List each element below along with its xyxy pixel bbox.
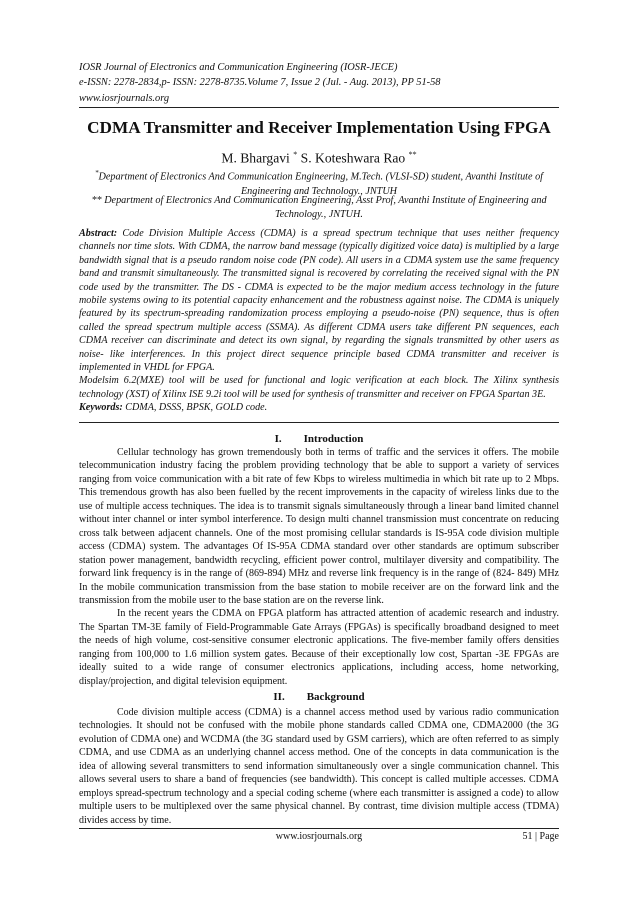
- abstract-divider: [79, 422, 559, 423]
- journal-name: IOSR Journal of Electronics and Communication Engineering (IOSR-JECE): [79, 62, 398, 73]
- footer-divider: [79, 828, 559, 829]
- keywords-label: Keywords:: [79, 402, 123, 414]
- section-heading-introduction: [79, 432, 559, 446]
- section-number: II.: [273, 691, 285, 703]
- abstract-label: Abstract:: [79, 228, 118, 239]
- journal-issn: e-ISSN: 2278-2834,p- ISSN: 2278-8735.Volume 7, Issue 2 (Jul. - Aug. 2013), PP 51-58: [79, 77, 441, 89]
- affiliation-2: ** Department of Electronics And Communication Engineering, Asst Prof, Avanthi Institute of Engineering and Technology., JNTUH.: [91, 195, 547, 221]
- journal-header: [79, 60, 579, 106]
- section-title: Background: [306, 691, 365, 703]
- header-divider: [79, 107, 559, 108]
- author-name: S. Koteshwara Rao: [300, 150, 406, 166]
- paragraph: Cellular technology has grown tremendously both in terms of traffic and the services it offers. The mobile telecommunication industry facing the problem providing technology that be able to support a variety of services ranging from voice communication with a bit rate of few Kbps to wireless multimedia in which bit rate up to 2 Mbps. This tremendous growth has also been fuelled by the recent improvements in the capacity of wireless links due to the use of multiple access techniques. The idea is to transmit signals simultaneously through a linear band limited channel without inter channel or inter symbol interference. To design multi channel transmission must concentrate on reducing cross talk between adjacent channels. One of the most promising cellular standards is IS-95A code division multiple access (CDMA) system. The advantages Of IS-95A CDMA standard over other standards are optimum subscriber station power management, bandwidth recycling, efficient power control, multilayer diversity and compatibility. The forward link frequency is in the range of (869-894) MHz and reverse link frequency is in the range of (824- 849) MHz In the mobile communication transmission from the base station to mobile receiver are on the forward link and the transmission from the mobile user to the base station are on the reverse link.: [79, 447, 559, 606]
- paper-title: CDMA Transmitter and Receiver Implementation Using FPGA: [87, 118, 551, 137]
- abstract-text: Code Division Multiple Access (CDMA) is a spread spectrum technique that uses neither frequency channels nor time slots. With CDMA, the narrow band message (typically digitized voice data) is multiplied by a large bandwidth signal that is a pseudo random noise code (PN code). All users in a CDMA system use the same frequency band and transmit simultaneously. The transmitted signal is recovered by correlating the received signal with the PN code used by the transmitter. The DS - CDMA is expected to be the major medium access technology in the future mobile systems owing to its potential capacity enhancement and the robustness against noise. The CDMA is uniquely featured by its spectrum-spreading randomization process employing a pseudo-noise (PN) sequence, thus is often called the spread spectrum multiple access (SSMA). As different CDMA users take different PN sequences, each CDMA receiver can discriminate and detect its own signal, by regarding the signals transmitted by other users as noise- like interferences. In this project direct sequence principle based CDMA transmitter and receiver is implemented in VHDL for FPGA.: [79, 228, 559, 374]
- page-number: 51 | Page: [522, 831, 559, 842]
- journal-url: www.iosrjournals.org: [79, 92, 170, 104]
- keywords-text: CDMA, DSSS, BPSK, GOLD code.: [125, 402, 268, 414]
- author-mark: **: [408, 150, 417, 159]
- abstract-block: [79, 227, 559, 415]
- footer-url: www.iosrjournals.org: [275, 831, 363, 842]
- author-list: [60, 146, 578, 168]
- section-number: I.: [274, 433, 282, 445]
- abstract-text-2: Modelsim 6.2(MXE) tool will be used for functional and logic verification at each block. The Xilinx synthesis technology (XST) of Xilinx ISE 9.2i tool will be used for synthesis of transmitter and receiver on FPGA Spartan 3E.: [79, 375, 559, 400]
- paragraph: Code division multiple access (CDMA) is a channel access method used by various radio communication technologies. It should not be confused with the mobile phone standards called CDMA one, CDMA2000 (the 3G evolution of CDMA one) and WCDMA (the 3G standard used by GSM carriers), which are often referred to as simply CDMA, and use CDMA as an underlying channel access method. One of the concepts in data communication is the idea of allowing several transmitters to send information simultaneously over a single communication channel. This allows several users to share a band of frequencies (see bandwidth). This concept is called multiple accesses. CDMA employs spread-spectrum technology and a special coding scheme (where each transmitter is assigned a code) to allow multiple users to be multiplexed over the same physical channel. By contrast, time division multiple access (TDMA) divides access by time.: [79, 707, 559, 826]
- paragraph: In the recent years the CDMA on FPGA platform has attracted attention of academic research and industry. The Spartan TM-3E family of Field-Programmable Gate Arrays (FPGAs) is specifically broadband designed to meet the needs of high volume, cost-sensitive consumer electronic applications. The five-member family offers densities ranging from 100,000 to 1.6 million system gates. Because of their exceptionally low cost, Spartan -3E FPGAs are ideally suited to a wide range of consumer electronics applications, including access, home networking, display/projection, and digital television equipment.: [79, 608, 559, 687]
- introduction-body: [79, 446, 559, 688]
- section-title: Introduction: [303, 433, 364, 445]
- author-name: M. Bhargavi: [221, 150, 290, 166]
- affiliation-text: Department of Electronics And Communication Engineering, M.Tech. (VLSI-SD) student, Avanthi Institute of Engineering and Technology., JNTUH: [98, 171, 544, 197]
- section-heading-background: [79, 690, 559, 704]
- background-body: [79, 706, 559, 827]
- affiliation-mark: *: [94, 169, 99, 177]
- author-mark: *: [293, 150, 298, 159]
